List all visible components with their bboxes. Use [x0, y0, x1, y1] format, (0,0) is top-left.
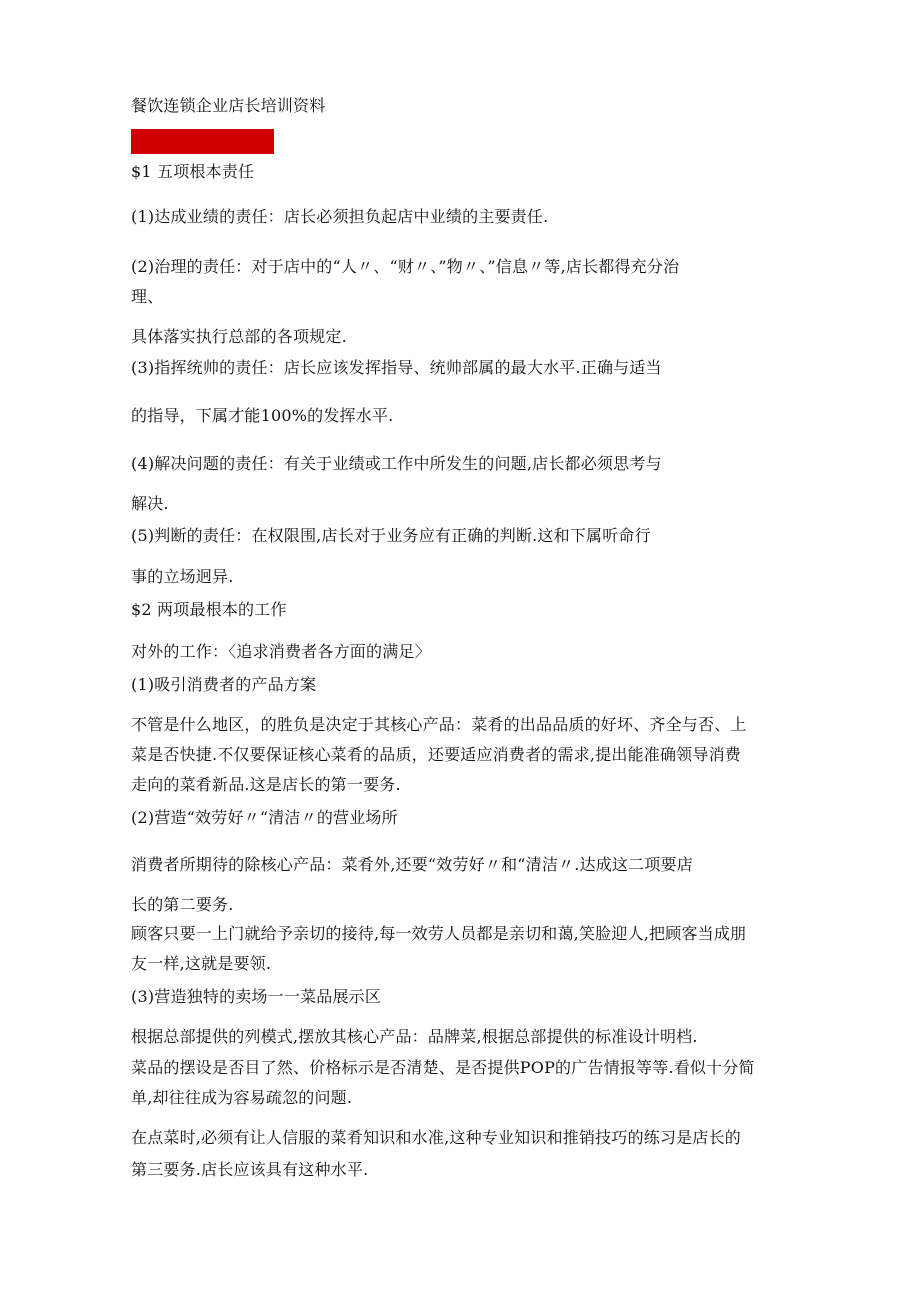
- paragraph-line: 具体落实执行总部的各项规定.: [131, 327, 347, 346]
- paragraph-line: 第三要务.店长应该具有这种水平.: [131, 1160, 369, 1179]
- paragraph-line: 消费者所期待的除核心产品：菜肴外,还要“效劳好〃和“清洁〃.达成这二项要店: [131, 855, 693, 874]
- paragraph-line: 在点菜时,必须有让人信服的菜肴知识和水准,这种专业知识和推销技巧的练习是店长的: [131, 1128, 741, 1147]
- paragraph-line: 解决.: [131, 494, 169, 513]
- paragraph-line: (2)治理的责任：对于店中的“人〃、“财〃、”物〃、”信息〃等,店长都得充分治: [131, 257, 680, 276]
- paragraph-line: 顾客只要一上门就给予亲切的接待,每一效劳人员都是亲切和蔼,笑脸迎人,把顾客当成朋: [131, 924, 747, 943]
- document-title: 餐饮连锁企业店长培训资料: [131, 96, 326, 115]
- paragraph-line: 理、: [131, 287, 164, 306]
- paragraph-line: 不管是什么地区，的胜负是决定于其核心产品：菜肴的出品品质的好坏、齐全与否、上: [131, 715, 747, 734]
- paragraph-line: 走向的菜肴新品.这是店长的第一要务.: [131, 775, 401, 794]
- paragraph-line: (5)判断的责任：在权限围,店长对于业务应有正确的判断.这和下属听命行: [131, 526, 651, 545]
- section-heading: $2 两项最根本的工作: [131, 600, 287, 619]
- paragraph-line: (1)达成业绩的责任：店长必须担负起店中业绩的主要责任.: [131, 207, 549, 226]
- paragraph-line: (4)解决问题的责任：有关于业绩或工作中所发生的问题,店长都必须思考与: [131, 454, 662, 473]
- paragraph-line: (2)营造“效劳好〃“清洁〃的营业场所: [131, 808, 398, 827]
- paragraph-line: 的指导，下属才能100%的发挥水平.: [131, 406, 394, 425]
- paragraph-line: 长的第二要务.: [131, 895, 234, 914]
- paragraph-line: (3)营造独特的卖场一一菜品展示区: [131, 987, 382, 1006]
- paragraph-line: (3)指挥统帅的责任：店长应该发挥指导、统帅部属的最大水平.正确与适当: [131, 358, 662, 377]
- paragraph-line: 菜品的摆设是否目了然、价格标示是否清楚、是否提供POP的广告情报等等.看似十分简: [131, 1058, 755, 1077]
- paragraph-line: 对外的工作：〈追求消费者各方面的满足〉: [131, 642, 431, 661]
- paragraph-line: 事的立场迥异.: [131, 567, 234, 586]
- paragraph-line: (1)吸引消费者的产品方案: [131, 675, 317, 694]
- paragraph-line: 根据总部提供的列模式,摆放其核心产品：品牌菜,根据总部提供的标准设计明档.: [131, 1027, 698, 1046]
- paragraph-line: 菜是否快捷.不仅要保证核心菜肴的品质，还要适应消费者的需求,提出能准确领导消费: [131, 745, 741, 764]
- paragraph-line: 单,却往往成为容易疏忽的问题.: [131, 1088, 353, 1107]
- section-heading: $1 五项根本责任: [131, 162, 255, 181]
- title-highlight-bar: [131, 129, 274, 154]
- paragraph-line: 友一样,这就是要领.: [131, 954, 272, 973]
